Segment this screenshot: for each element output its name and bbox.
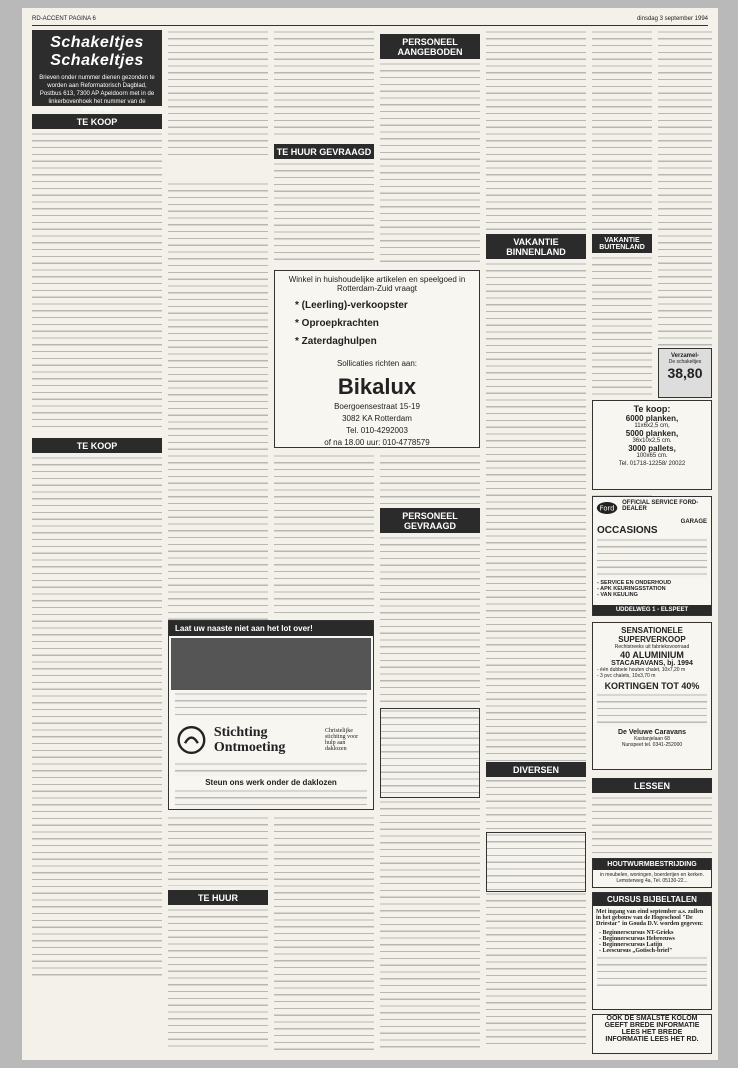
ford-occasion-list xyxy=(597,538,707,578)
stichting-footer: Steun ons werk onder de daklozen xyxy=(205,778,337,787)
planken-line2b: 36x10x2,5 cm. xyxy=(632,438,672,444)
stichting-logo-icon xyxy=(177,722,206,758)
ford-address-bar: UDDELWEG 1 - ELSPEET xyxy=(593,605,711,615)
ford-service-3: - VAN KEULING xyxy=(597,592,638,598)
verzamel-label: De schakeltjes xyxy=(668,359,702,365)
bikalux-sollicit: Sollicaties richten aan: xyxy=(336,359,418,368)
bikalux-address: Boergoensestraat 15-19 xyxy=(334,402,420,411)
stacaravan-ad xyxy=(592,622,712,770)
column-2-lower xyxy=(168,816,268,1050)
banner-title: Schakeltjes Schakeltjes xyxy=(50,34,144,69)
stichting-text xyxy=(175,789,367,809)
bikalux-job-list xyxy=(275,293,479,355)
stichting-ad xyxy=(168,620,374,810)
cursus-body: Met ingang van eind september a.s. zullen in het gebouw van de Hogeschool "De Driestar" in Gouda D.V. worden gegeven: xyxy=(596,909,704,927)
ford-service-2: - APK KEURINGSSTATION xyxy=(597,586,666,592)
classified-text-block xyxy=(168,816,268,886)
ford-logo-icon xyxy=(596,500,618,516)
cursus-item: - Beginnerscursus Latijn xyxy=(599,942,663,948)
bikalux-job-item: * (Leerling)-verkoopster xyxy=(295,300,408,311)
bikalux-after: of na 18.00 uur: 010-4778579 xyxy=(324,438,430,447)
cursus-ad xyxy=(592,892,712,1010)
svg-text:Ford: Ford xyxy=(599,504,615,513)
column-7 xyxy=(658,30,712,350)
column-6-lower xyxy=(592,774,712,854)
classified-text-block xyxy=(32,456,162,976)
stacaravan-l4: 40 ALUMINIUM xyxy=(620,650,684,660)
cursus-item: - Beginnerscursus NT-Grieks xyxy=(599,930,674,936)
section-te-koop-2: TE KOOP xyxy=(32,438,162,453)
header-left: RD-ACCENT PAGINA 6 xyxy=(32,16,96,22)
column-3-lower xyxy=(274,816,374,1050)
stacaravan-l1: SENSATIONELE xyxy=(621,626,683,635)
planken-line2: 5000 planken, xyxy=(625,429,679,438)
schakeltjes-banner xyxy=(32,30,162,113)
planken-top: Te koop: xyxy=(633,404,671,414)
planken-line3b: 100x65 cm. xyxy=(636,453,668,459)
classified-text-block xyxy=(380,800,480,1050)
stacaravan-l5: STACARAVANS, bj. 1994 xyxy=(611,660,693,667)
classified-text-block xyxy=(274,816,374,1050)
planken-ad xyxy=(592,400,712,490)
cursus-item: - Leescursus „Gotisch-brief" xyxy=(599,948,673,954)
classified-text-block xyxy=(486,30,586,230)
stacaravan-dealer-sub2: Nunspeet tel. 0341-252000 xyxy=(621,742,683,748)
column-1 xyxy=(32,110,162,1050)
cursus-bar: CURSUS BIJBELTALEN xyxy=(593,893,711,906)
page-header xyxy=(32,14,708,26)
stacaravan-discount: KORTINGEN TOT 40% xyxy=(604,681,700,691)
stacaravan-dealer-sub: Kastanjelaan 68 xyxy=(634,736,670,742)
stichting-text xyxy=(175,762,367,776)
stichting-name: Stichting Ontmoeting xyxy=(213,725,286,755)
bikalux-job-item: * Oproepkrachten xyxy=(295,318,379,329)
section-personeel-aangeboden: PERSONEEL AANGEBODEN xyxy=(380,34,480,59)
bikalux-phone: Tel. 010-4292003 xyxy=(346,426,408,435)
stichting-top: Laat uw naaste niet aan het lot over! xyxy=(169,621,373,636)
classified-text-block xyxy=(658,30,712,350)
banner-subtitle: Brieven onder nummer dienen gezonden te worden aan Reformatorisch Dagblad, Postbus 613, 7300 AP Apeldoorn met in de linkerbovenhoek het nummer van de advertentie xyxy=(39,75,155,113)
section-te-koop: TE KOOP xyxy=(32,114,162,129)
classified-text-block xyxy=(32,132,162,432)
houtwurm-bar: HOUTWURMBESTRIJDING xyxy=(593,859,711,870)
classified-text-block xyxy=(380,454,480,504)
newspaper-page xyxy=(22,8,718,1060)
houtwurm-ad xyxy=(592,858,712,888)
column-3-mid xyxy=(274,454,374,614)
bikalux-job-item: * Zaterdaghulpen xyxy=(295,336,377,347)
column-4-lower xyxy=(380,454,480,1050)
stacaravan-l6: - één dubbele houten chalet, 10x7,20 m xyxy=(597,667,686,673)
section-vakantie-buitenland: VAKANTIE BUITENLAND xyxy=(592,234,652,253)
ford-service-1: - SERVICE EN ONDERHOUD xyxy=(597,580,672,586)
slogan-l2: GEEFT BREDE INFORMATIE xyxy=(604,1022,700,1029)
verzamel-price: 38,80 xyxy=(667,365,703,381)
classified-text-block xyxy=(381,709,479,797)
section-personeel-gevraagd: PERSONEEL GEVRAAGD xyxy=(380,508,480,533)
bikalux-ad xyxy=(274,270,480,448)
section-diversen: DIVERSEN xyxy=(486,762,586,777)
cursus-text xyxy=(597,956,707,986)
stacaravan-l3: Rechtstreeks uit fabrieksvoorraad xyxy=(614,644,690,650)
classified-text-block xyxy=(380,536,480,706)
planken-line1b: 11x6x2,5 cm, xyxy=(634,423,670,429)
planken-phone: Tel. 01718-12258/ 20022 xyxy=(618,461,686,467)
stacaravan-dealer: De Veluwe Caravans xyxy=(617,729,687,736)
classified-text-block xyxy=(592,796,712,854)
column-3 xyxy=(274,30,374,280)
section-lessen: LESSEN xyxy=(592,778,712,793)
bikalux-city: 3082 KA Rotterdam xyxy=(342,414,412,423)
ford-garage: GARAGE xyxy=(680,519,707,525)
cursus-item: - Beginnerscursus Hebreeuws xyxy=(599,936,675,942)
planken-line1: 6000 planken, xyxy=(625,414,679,423)
slogan-l3: LEES HET BREDE xyxy=(621,1029,683,1036)
houtwurm-body: in meubelen, woningen, boerderijen en kerken. Lemsterweg 4a, Tel. 05130-22... xyxy=(600,872,704,884)
boxed-ad xyxy=(380,708,480,798)
bikalux-intro: Winkel in huishoudelijke artikelen en speelgoed in Rotterdam-Zuid vraagt xyxy=(288,275,466,293)
section-vakantie-binnenland: VAKANTIE BINNENLAND xyxy=(486,234,586,259)
ford-occasions: OCCASIONS xyxy=(597,525,658,536)
classified-text-block xyxy=(168,908,268,1050)
classified-text-block xyxy=(274,30,374,140)
classified-text-block xyxy=(486,892,586,1050)
slogan-ad xyxy=(592,1014,712,1054)
slogan-l4: INFORMATIE LEES HET RD. xyxy=(605,1036,699,1043)
classified-text-block xyxy=(380,62,480,262)
classified-text-block xyxy=(486,262,586,832)
classified-text-block xyxy=(487,833,585,891)
diversen-label-wrap xyxy=(486,758,586,778)
stichting-tag: Christelijke stichting voor hulp aan daklozen xyxy=(324,728,359,752)
classified-text-block xyxy=(274,162,374,262)
classified-text-block xyxy=(274,454,374,614)
classified-text-block xyxy=(168,182,268,682)
bikalux-name: Bikalux xyxy=(337,374,417,399)
slogan-l1: OOK DE SMALSTE KOLOM xyxy=(606,1015,698,1022)
section-te-huur: TE HUUR xyxy=(168,890,268,905)
column-4 xyxy=(380,30,480,280)
verzamel-top: Verzamel- xyxy=(670,353,700,359)
stacaravan-price-list xyxy=(597,693,707,727)
verzamel-ad xyxy=(658,348,712,398)
section-te-huur-gevraagd: TE HUUR GEVRAAGD xyxy=(274,144,374,159)
planken-line3: 3000 pallets, xyxy=(628,444,676,453)
stichting-photo xyxy=(171,638,371,690)
classified-text-block xyxy=(168,30,268,160)
stacaravan-l2: SUPERVERKOOP xyxy=(618,635,686,644)
ford-dealer-ad xyxy=(592,496,712,616)
column-5 xyxy=(486,30,586,1050)
boxed-ad xyxy=(486,832,586,892)
ford-title: OFFICIAL SERVICE FORD-DEALER xyxy=(622,500,699,512)
classified-text-block xyxy=(592,30,652,230)
stichting-text xyxy=(175,692,367,716)
header-right: dinsdag 3 september 1994 xyxy=(636,16,708,22)
stacaravan-l7: - 3 pvc chalets, 10x3,70 m xyxy=(597,673,656,679)
